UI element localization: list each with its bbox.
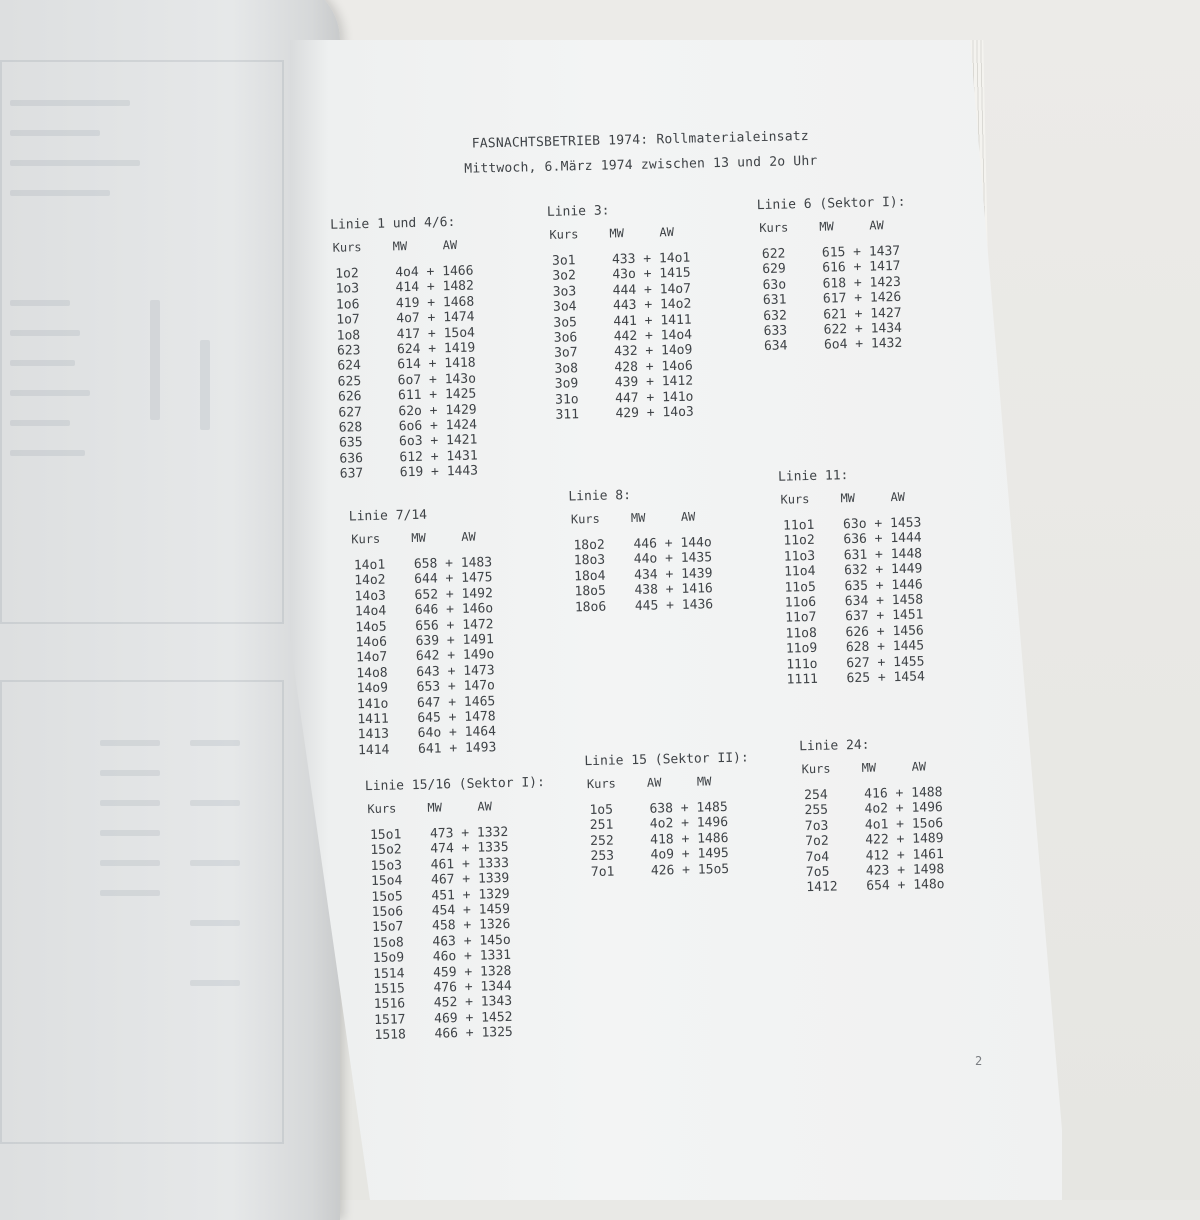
kurs-value: 14o3 xyxy=(354,588,387,605)
vehicle-pair: 432 + 14o9 xyxy=(613,342,693,360)
column-header-col3: AW xyxy=(890,489,906,505)
block-linie-7-14 xyxy=(349,505,545,758)
vehicle-pair: 654 + 148o xyxy=(866,877,945,895)
kurs-value: 18o3 xyxy=(573,553,606,569)
vehicle-pair: 43o + 1415 xyxy=(612,266,691,283)
column-header-col2: MW xyxy=(609,226,625,241)
block-linie-15-sektor-2 xyxy=(584,750,787,880)
vehicle-pair: 632 + 1449 xyxy=(843,561,923,579)
kurs-value: 1413 xyxy=(357,726,390,743)
kurs-value: 1414 xyxy=(357,742,390,758)
kurs-value: 11o1 xyxy=(782,517,815,534)
assignment-list xyxy=(779,514,973,688)
block-linie-6-sektor-1 xyxy=(757,194,961,355)
kurs-value: 1o8 xyxy=(336,327,361,344)
kurs-value: 3o2 xyxy=(552,268,577,285)
kurs-value: 15o7 xyxy=(371,919,404,936)
kurs-value: 622 xyxy=(761,246,786,263)
kurs-value: 252 xyxy=(590,833,614,849)
vehicle-pair: 459 + 1328 xyxy=(432,963,512,981)
kurs-value: 15o6 xyxy=(371,904,404,920)
vehicle-pair: 658 + 1483 xyxy=(413,555,493,572)
kurs-value: 253 xyxy=(590,848,615,865)
kurs-value: 15o5 xyxy=(371,888,403,905)
vehicle-pair: 442 + 14o4 xyxy=(613,327,693,345)
kurs-value: 3o7 xyxy=(553,345,578,362)
vehicle-pair: 423 + 1498 xyxy=(865,861,945,879)
kurs-value: 14o8 xyxy=(356,665,388,682)
column-header-col3: AW xyxy=(477,799,492,814)
column-headers xyxy=(569,508,759,528)
left-facing-page xyxy=(0,0,340,1220)
column-header-col2: MW xyxy=(630,510,646,526)
vehicle-pair: 473 + 1332 xyxy=(429,824,509,842)
kurs-value: 11o3 xyxy=(783,548,816,565)
block-title: Linie 15/16 (Sektor I): xyxy=(364,775,546,795)
vehicle-pair: 626 + 1456 xyxy=(845,623,924,640)
kurs-value: 632 xyxy=(763,308,787,324)
kurs-value: 626 xyxy=(337,389,362,405)
block-title: Linie 11: xyxy=(777,468,849,485)
kurs-value: 14o2 xyxy=(354,573,386,589)
kurs-value: 15o9 xyxy=(372,950,405,967)
block-title: Linie 24: xyxy=(798,737,870,755)
vehicle-pair: 653 + 147o xyxy=(416,678,496,696)
column-header-col2: MW xyxy=(861,760,877,775)
assignment-list xyxy=(569,534,761,615)
vehicle-pair: 438 + 1416 xyxy=(634,581,713,599)
vehicle-pair: 656 + 1472 xyxy=(415,616,494,634)
vehicle-pair: 476 + 1344 xyxy=(433,978,512,996)
vehicle-pair: 614 + 1418 xyxy=(397,355,476,373)
vehicle-pair: 63o + 1453 xyxy=(842,515,922,533)
vehicle-pair: 444 + 14o7 xyxy=(612,281,692,299)
vehicle-pair: 641 + 1493 xyxy=(417,739,497,757)
kurs-value: 3o3 xyxy=(552,284,577,300)
vehicle-pair: 463 + 145o xyxy=(432,932,511,950)
column-headers xyxy=(547,224,737,244)
kurs-value: 11o7 xyxy=(785,610,817,626)
column-header-col2: MW xyxy=(840,490,856,506)
vehicle-pair: 429 + 14o3 xyxy=(615,404,694,422)
kurs-value: 14o5 xyxy=(355,619,387,635)
kurs-value: 1o5 xyxy=(589,802,614,819)
column-header-col3: AW xyxy=(680,509,696,524)
kurs-value: 14o1 xyxy=(353,557,386,574)
column-header-col2: MW xyxy=(819,219,834,234)
vehicle-pair: 418 + 1486 xyxy=(650,830,729,848)
kurs-value: 1111 xyxy=(786,671,819,688)
block-title: Linie 8: xyxy=(568,488,632,505)
vehicle-pair: 417 + 15o4 xyxy=(396,325,476,342)
kurs-value: 111o xyxy=(786,656,818,673)
document-subtitle: Mittwoch, 6.März 1974 zwischen 13 und 2o Uhr xyxy=(464,153,818,177)
vehicle-pair: 443 + 14o2 xyxy=(612,296,692,314)
column-header-col3: AW xyxy=(911,759,927,774)
vehicle-pair: 636 + 1444 xyxy=(843,530,922,548)
vehicle-pair: 452 + 1343 xyxy=(433,994,513,1011)
assignment-row xyxy=(782,668,972,688)
kurs-value: 15o8 xyxy=(372,935,404,951)
kurs-value: 14o9 xyxy=(356,680,389,697)
kurs-value: 1o2 xyxy=(335,266,359,282)
column-header-col1: Kurs xyxy=(780,491,810,507)
vehicle-pair: 639 + 1491 xyxy=(415,632,495,649)
assignment-row xyxy=(760,335,960,355)
vehicle-pair: 64o + 1464 xyxy=(417,724,497,742)
vehicle-pair: 467 + 1339 xyxy=(430,871,510,888)
vehicle-pair: 622 + 1434 xyxy=(823,320,903,338)
vehicle-pair: 644 + 1475 xyxy=(414,570,493,588)
column-headers xyxy=(799,758,989,778)
block-linie-1-4-6 xyxy=(330,213,526,482)
kurs-value: 11o4 xyxy=(783,564,816,580)
kurs-value: 7o3 xyxy=(804,818,829,834)
assignment-row xyxy=(551,403,741,423)
vehicle-pair: 624 + 1419 xyxy=(396,340,476,358)
column-header-col1: Kurs xyxy=(801,761,831,777)
kurs-value: 7o1 xyxy=(590,864,615,880)
vehicle-pair: 416 + 1488 xyxy=(864,785,943,802)
vehicle-pair: 62o + 1429 xyxy=(398,402,477,419)
kurs-value: 255 xyxy=(804,803,829,819)
kurs-value: 636 xyxy=(339,450,364,467)
assignment-list xyxy=(548,250,742,424)
vehicle-pair: 616 + 1417 xyxy=(822,259,901,277)
vehicle-pair: 441 + 1411 xyxy=(613,312,692,329)
block-title: Linie 15 (Sektor II): xyxy=(584,750,749,770)
assignment-list xyxy=(366,823,581,1043)
column-header-col3: AW xyxy=(461,529,476,544)
kurs-value: 3o6 xyxy=(553,330,578,346)
column-header-col2: MW xyxy=(411,530,426,546)
kurs-value: 18o2 xyxy=(573,537,605,554)
block-linie-3 xyxy=(547,201,742,424)
column-header-col1: Kurs xyxy=(367,801,397,817)
block-linie-8 xyxy=(568,485,761,615)
vehicle-pair: 422 + 1489 xyxy=(865,831,944,848)
kurs-value: 3o5 xyxy=(553,314,578,331)
kurs-value: 7o5 xyxy=(805,864,830,881)
vehicle-pair: 642 + 149o xyxy=(415,647,495,665)
vehicle-pair: 628 + 1445 xyxy=(845,638,925,656)
vehicle-pair: 474 + 1335 xyxy=(430,840,509,858)
column-headers xyxy=(778,488,968,508)
assignment-list xyxy=(800,784,992,896)
block-linie-24 xyxy=(799,735,993,896)
vehicle-pair: 446 + 144o xyxy=(633,535,712,552)
vehicle-pair: 631 + 1448 xyxy=(843,546,923,564)
vehicle-pair: 46o + 1331 xyxy=(432,948,512,965)
vehicle-pair: 426 + 15o5 xyxy=(650,861,730,879)
vehicle-pair: 6o3 + 1421 xyxy=(398,432,478,450)
kurs-value: 14o6 xyxy=(355,634,388,651)
vehicle-pair: 4o1 + 15o6 xyxy=(864,815,944,833)
assignment-list xyxy=(331,262,526,482)
kurs-value: 311 xyxy=(555,407,580,423)
column-headers xyxy=(585,773,785,794)
assignment-row xyxy=(802,876,992,896)
vehicle-pair: 647 + 1465 xyxy=(416,693,496,711)
kurs-value: 11o6 xyxy=(784,594,817,611)
column-headers xyxy=(331,236,521,256)
kurs-value: 628 xyxy=(338,420,363,436)
vehicle-pair: 6o6 + 1424 xyxy=(398,417,478,435)
kurs-value: 15o4 xyxy=(370,873,403,890)
vehicle-pair: 466 + 1325 xyxy=(434,1024,513,1042)
vehicle-pair: 412 + 1461 xyxy=(865,846,945,864)
vehicle-pair: 615 + 1437 xyxy=(821,243,901,261)
block-title: Linie 7/14 xyxy=(348,507,428,525)
assignment-row xyxy=(354,739,544,759)
vehicle-pair: 461 + 1333 xyxy=(430,855,510,873)
kurs-value: 635 xyxy=(338,435,363,451)
vehicle-pair: 6o4 + 1432 xyxy=(823,336,903,353)
kurs-value: 637 xyxy=(339,466,364,482)
kurs-value: 7o2 xyxy=(805,833,829,850)
vehicle-pair: 627 + 1455 xyxy=(846,653,925,671)
kurs-value: 254 xyxy=(804,787,828,804)
column-headers xyxy=(757,217,957,238)
kurs-value: 141o xyxy=(356,696,389,712)
kurs-value: 3o9 xyxy=(554,376,579,392)
column-header-col3: AW xyxy=(442,237,458,253)
kurs-value: 1412 xyxy=(806,879,838,896)
vehicle-pair: 618 + 1423 xyxy=(822,274,902,292)
typed-sheet xyxy=(320,115,982,1089)
vehicle-pair: 621 + 1427 xyxy=(823,305,902,323)
kurs-value: 629 xyxy=(762,261,786,278)
kurs-value: 1516 xyxy=(373,996,406,1013)
kurs-value: 11o9 xyxy=(785,640,818,657)
vehicle-pair: 643 + 1473 xyxy=(416,662,495,680)
assignment-row xyxy=(571,596,761,616)
vehicle-pair: 619 + 1443 xyxy=(399,463,479,481)
vehicle-pair: 447 + 141o xyxy=(614,389,694,406)
block-linie-11 xyxy=(778,465,973,688)
kurs-value: 14o7 xyxy=(355,649,388,666)
vehicle-pair: 454 + 1459 xyxy=(431,901,511,919)
kurs-value: 11o8 xyxy=(785,625,818,642)
vehicle-pair: 617 + 1426 xyxy=(822,290,902,307)
vehicle-pair: 645 + 1478 xyxy=(417,709,496,726)
kurs-value: 18o5 xyxy=(574,583,607,600)
vehicle-pair: 458 + 1326 xyxy=(431,917,511,935)
vehicle-pair: 439 + 1412 xyxy=(614,373,694,391)
vehicle-pair: 44o + 1435 xyxy=(633,550,713,568)
vehicle-pair: 4o7 + 1474 xyxy=(396,309,475,327)
kurs-value: 627 xyxy=(338,404,363,421)
assignment-list xyxy=(585,799,787,880)
vehicle-pair: 4o2 + 1496 xyxy=(864,800,943,818)
vehicle-pair: 635 + 1446 xyxy=(844,577,923,594)
vehicle-pair: 434 + 1439 xyxy=(634,565,713,583)
vehicle-pair: 638 + 1485 xyxy=(649,799,728,817)
kurs-value: 1411 xyxy=(357,711,389,728)
vehicle-pair: 634 + 1458 xyxy=(844,592,924,610)
assignment-list xyxy=(350,554,544,758)
kurs-value: 11o2 xyxy=(783,533,815,549)
column-header-col1: Kurs xyxy=(570,511,600,527)
column-header-col1: Kurs xyxy=(586,776,616,792)
kurs-value: 63o xyxy=(762,277,787,293)
kurs-value: 625 xyxy=(337,373,362,390)
vehicle-pair: 6o7 + 143o xyxy=(397,371,477,389)
vehicle-pair: 646 + 146o xyxy=(414,601,494,619)
block-title: Linie 3: xyxy=(546,203,610,220)
kurs-value: 3o1 xyxy=(551,253,576,269)
vehicle-pair: 612 + 1431 xyxy=(399,448,478,465)
kurs-value: 634 xyxy=(763,338,788,355)
vehicle-pair: 445 + 1436 xyxy=(634,596,714,614)
vehicle-pair: 637 + 1451 xyxy=(845,607,924,625)
faded-table-bleed xyxy=(0,40,300,1140)
kurs-value: 251 xyxy=(589,817,614,834)
assignment-row xyxy=(336,462,526,482)
vehicle-pair: 428 + 14o6 xyxy=(614,358,693,376)
column-header-col1: Kurs xyxy=(351,531,381,547)
vehicle-pair: 451 + 1329 xyxy=(431,886,510,904)
kurs-value: 1517 xyxy=(374,1011,406,1028)
vehicle-pair: 469 + 1452 xyxy=(434,1009,513,1027)
document-title: FASNACHTSBETRIEB 1974: Rollmaterialeinsatz xyxy=(471,128,810,152)
column-header-col2: MW xyxy=(392,239,408,254)
vehicle-pair: 625 + 1454 xyxy=(846,669,926,687)
vehicle-pair: 414 + 1482 xyxy=(395,278,475,296)
kurs-value: 18o4 xyxy=(574,568,606,585)
kurs-value: 31o xyxy=(555,391,579,408)
kurs-value: 1o7 xyxy=(336,312,360,328)
vehicle-pair: 4o2 + 1496 xyxy=(649,815,729,833)
kurs-value: 1515 xyxy=(373,981,405,997)
column-header-col3: AW xyxy=(659,224,675,240)
vehicle-pair: 419 + 1468 xyxy=(395,294,475,312)
column-header-col2: AW xyxy=(646,775,662,790)
assignment-row xyxy=(587,860,787,880)
assignment-list xyxy=(758,243,960,355)
column-headers xyxy=(349,528,539,548)
kurs-value: 14o4 xyxy=(354,603,387,620)
kurs-value: 15o3 xyxy=(370,858,403,874)
kurs-value: 7o4 xyxy=(805,849,830,865)
kurs-value: 633 xyxy=(763,323,788,339)
kurs-value: 1518 xyxy=(374,1027,407,1044)
page-number: 2 xyxy=(975,1054,983,1068)
vehicle-pair: 4o4 + 1466 xyxy=(395,263,474,281)
kurs-value: 624 xyxy=(337,358,362,375)
kurs-value: 15o1 xyxy=(369,827,402,844)
kurs-value: 1o3 xyxy=(335,281,360,298)
block-title: Linie 1 und 4/6: xyxy=(329,214,456,233)
column-header-col1: Kurs xyxy=(332,240,362,255)
kurs-value: 623 xyxy=(336,343,361,359)
column-header-col2: MW xyxy=(427,800,443,815)
kurs-value: 3o4 xyxy=(552,299,577,315)
kurs-value: 1514 xyxy=(372,965,405,982)
vehicle-pair: 611 + 1425 xyxy=(397,386,477,404)
block-title: Linie 6 (Sektor I): xyxy=(756,194,906,214)
block-linie-15-16-sektor-1 xyxy=(365,774,581,1043)
kurs-value: 631 xyxy=(762,292,787,309)
kurs-value: 3o8 xyxy=(554,360,579,377)
column-headers xyxy=(365,797,575,818)
vehicle-pair: 652 + 1492 xyxy=(414,585,494,603)
kurs-value: 1o6 xyxy=(335,296,360,313)
vehicle-pair: 4o9 + 1495 xyxy=(650,846,729,863)
kurs-value: 18o6 xyxy=(574,599,607,615)
kurs-value: 11o5 xyxy=(784,579,816,596)
column-header-col1: Kurs xyxy=(549,227,579,242)
column-header-col3: AW xyxy=(869,218,884,233)
kurs-value: 15o2 xyxy=(370,842,402,859)
vehicle-pair: 433 + 14o1 xyxy=(611,250,691,268)
column-header-col3: MW xyxy=(696,774,712,789)
column-header-col1: Kurs xyxy=(759,220,789,236)
